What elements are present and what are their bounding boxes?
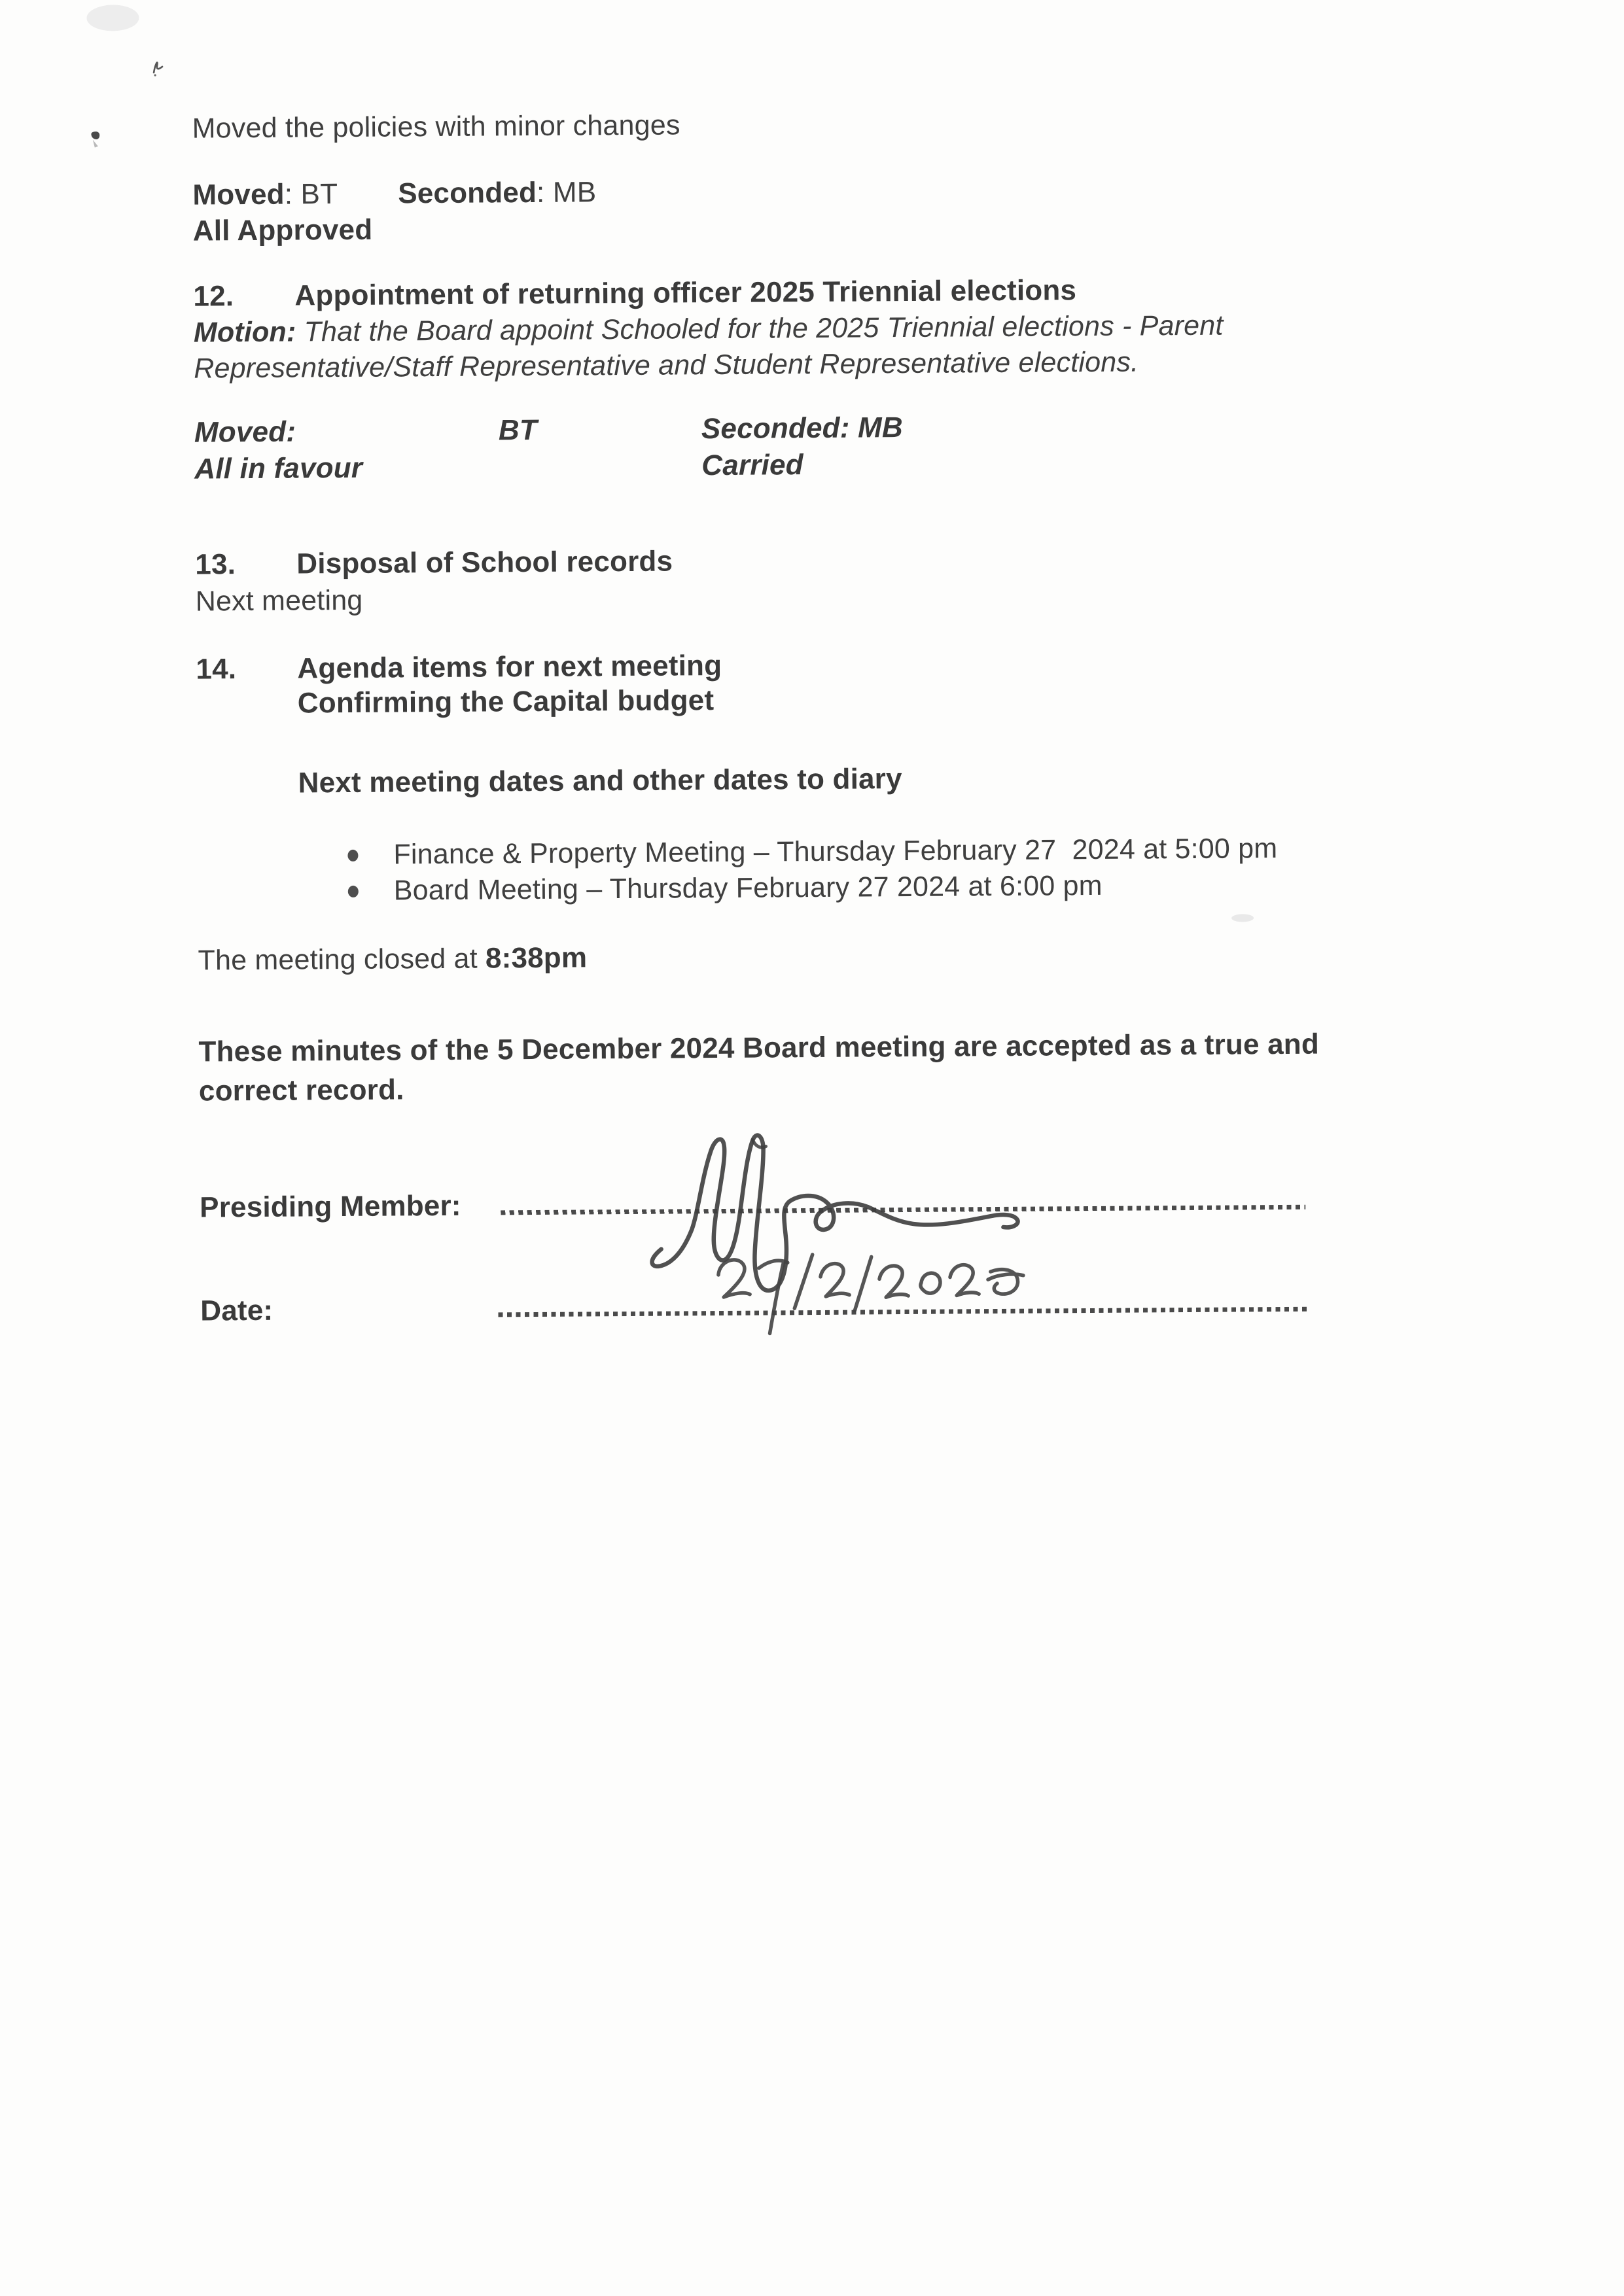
item12-number: 12. [193, 280, 234, 313]
seconded-value: : MB [536, 176, 597, 209]
item12-moved-label: Moved: [194, 415, 296, 449]
moved-value: : BT [284, 178, 338, 211]
item12-seconded: Seconded: MB [701, 411, 904, 445]
seconded-label: Seconded [398, 176, 537, 210]
dates-heading [298, 762, 902, 800]
motion-text-2: Representative/Staff Representative and Student Representative elections. [194, 346, 1139, 385]
intro-text: Moved the policies with minor changes [192, 109, 680, 145]
bullet-icon [347, 850, 358, 861]
bullet-2-text: Board Meeting – Thursday February 27 2024 at 6:00 pm [393, 869, 1103, 907]
bullet-icon [348, 886, 359, 897]
bullet-item-2 [394, 869, 1103, 908]
handwritten-date [711, 1242, 1038, 1342]
item14-number: 14. [196, 653, 237, 686]
bullet-item-1 [393, 831, 1277, 871]
item14-heading [0, 642, 1623, 686]
item13-number: 13. [195, 548, 236, 581]
item14-subtitle-text: Confirming the Capital budget [297, 684, 715, 720]
date-label [200, 1294, 273, 1329]
closing-line [198, 941, 587, 977]
intro-line [192, 108, 680, 145]
item13-heading [0, 538, 1623, 581]
acceptance-text-2: correct record. [198, 1073, 404, 1107]
bullet-1-text: Finance & Property Meeting – Thursday February 27 2024 at 5:00 pm [393, 833, 1278, 871]
item12-motion-line2 [194, 345, 1139, 386]
closing-text: The meeting closed at [198, 943, 486, 977]
acceptance-text-1: These minutes of the 5 December 2024 Board meeting are accepted as a true and [198, 1028, 1320, 1068]
item12-motion-line1 [194, 309, 1224, 350]
item13-note-text: Next meeting [195, 584, 363, 617]
acceptance-line-2 [199, 1073, 404, 1108]
approval-result: All Approved [192, 213, 373, 247]
approval-block-line1 [192, 175, 596, 212]
scan-smudge-small [1231, 914, 1254, 922]
presiding-label-text: Presiding Member: [200, 1189, 461, 1224]
presiding-member-label [200, 1189, 461, 1225]
item12-moved-row [0, 406, 1622, 449]
item12-favour: All in favour [194, 451, 363, 485]
item12-heading [0, 270, 1621, 313]
item12-moved-value: BT [498, 413, 538, 447]
item13-title: Disposal of School records [296, 545, 673, 580]
item12-title: Appointment of returning officer 2025 Triennial elections [294, 274, 1077, 312]
moved-label: Moved [192, 178, 285, 211]
approval-block-line2 [193, 213, 373, 249]
ink-fleck-icon [150, 56, 167, 78]
motion-text: That the Board appoint Schooled for the 2025 Triennial elections - Parent [296, 309, 1224, 348]
acceptance-line-1 [198, 1028, 1319, 1070]
item12-carried: Carried [701, 449, 803, 482]
scan-smudge [86, 5, 139, 31]
item14-subtitle [298, 684, 715, 720]
ink-speck-icon [89, 131, 106, 152]
date-label-text: Date: [200, 1294, 274, 1327]
item13-note [196, 583, 363, 619]
motion-label: Motion: [193, 316, 296, 349]
dates-heading-text: Next meeting dates and other dates to diary [298, 763, 902, 799]
item14-title: Agenda items for next meeting [297, 649, 722, 685]
closing-time: 8:38pm [485, 941, 588, 975]
